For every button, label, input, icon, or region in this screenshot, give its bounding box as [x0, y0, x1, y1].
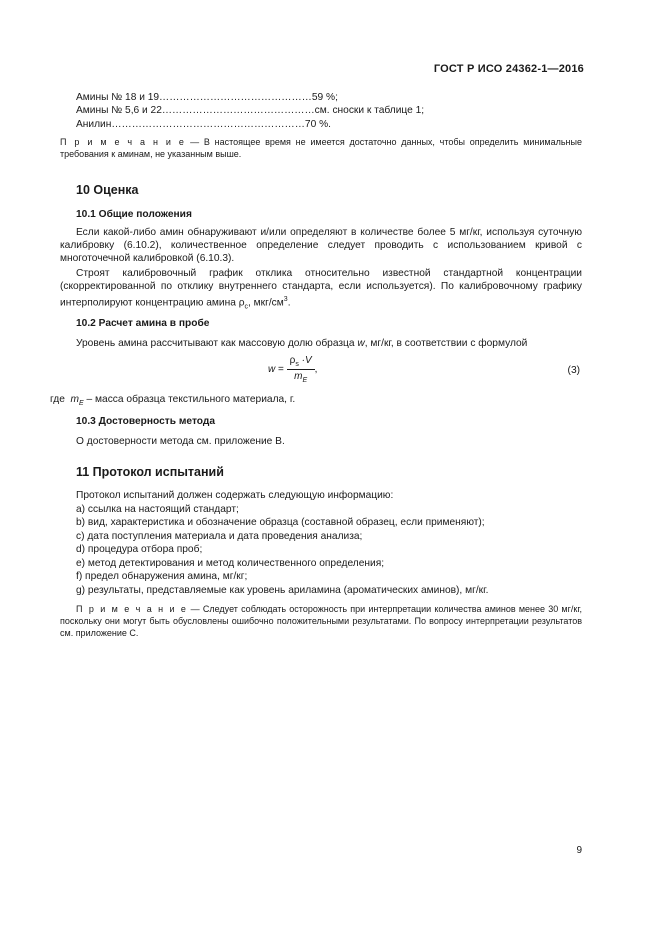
note-label: П р и м е ч а н и е [60, 137, 186, 147]
formula-3 [268, 355, 317, 384]
paragraph [60, 267, 582, 314]
list-item: а) ссылка на настоящий стандарт; [76, 504, 239, 515]
section-title: 11 Протокол испытаний [76, 465, 224, 479]
subsection-title: 10.2 Расчет амина в пробе [76, 318, 210, 329]
where-label: где [50, 394, 65, 405]
subscript: E [302, 377, 308, 384]
where-text: масса образца текстильного материала, г. [95, 394, 296, 405]
paragraph-text: Строят калибровочный график отклика относительно известной стандартной концентрации (скорректированной по отклику внутреннего стандарта, если используется). По калибровочному графику интерполируют концентрацию амина [60, 268, 582, 309]
paragraph-text: Уровень амина рассчитывают как массовую долю образца [76, 338, 358, 349]
formula-fraction [287, 355, 315, 384]
list-item: f) предел обнаружения амина, мг/кг; [76, 571, 248, 582]
formula-lhs: w [268, 364, 276, 375]
page-number: 9 [576, 845, 582, 856]
note-text: — В настоящее время не имеется достаточно данных, чтобы определить минимальные требования к аминам, не указанным выше. [60, 137, 583, 159]
superscript: 3 [283, 296, 288, 304]
subscript: c [244, 303, 249, 311]
subscript: E [79, 400, 84, 408]
subsection-title: 10.1 Общие положения [76, 209, 192, 220]
rho-symbol: ρ [238, 297, 245, 309]
amine-limit-line: Амины № 5,6 и 22………………………………………см. сноски к таблице 1; [76, 105, 425, 116]
formula-v: ·V [298, 355, 312, 366]
formula-comma: , [314, 364, 318, 375]
formula-number: (3) [567, 365, 580, 376]
section-title: 10 Оценка [76, 183, 139, 197]
formula-eq: = [275, 364, 287, 375]
list-item: b) вид, характеристика и обозначение образца (составной образец, если применяют); [76, 517, 485, 528]
document-header: ГОСТ Р ИСО 24362-1—2016 [433, 63, 584, 75]
where-clause [50, 393, 295, 410]
note-text: — Следует соблюдать осторожность при интерпретации количества аминов менее 30 мг/кг, поскольку они могут быть обусловлены ошибочно положительными результатами. По вопросу интерпретации результатов см. приложение С. [60, 604, 582, 638]
note-label: П р и м е ч а н и е [76, 604, 188, 614]
paragraph: Протокол испытаний должен содержать следующую информацию: [76, 490, 394, 501]
formula-denominator [287, 370, 315, 384]
amine-limit-line: Амины № 18 и 19………………………………………59 %; [76, 92, 338, 103]
formula-numerator [287, 355, 315, 370]
formula-m: m [294, 371, 303, 382]
variable-w: w [357, 338, 365, 349]
paragraph-text: . [287, 297, 291, 309]
paragraph [76, 337, 527, 350]
subscript: s [295, 361, 299, 368]
amine-limit-line: Анилин…………………………………………………70 %. [76, 119, 331, 130]
paragraph-text: , мг/кг, в соответствии с формулой [364, 338, 528, 349]
rho-symbol: ρ [289, 355, 296, 366]
list-item: c) дата поступления материала и дата проведения анализа; [76, 531, 363, 542]
note-minimum-requirements [60, 136, 582, 160]
paragraph: О достоверности метода см. приложение В. [76, 436, 285, 447]
paragraph: Если какой-либо амин обнаруживают и/или определяют в количестве более 5 мг/кг, используя суточную калибровку (6.10.2), количественное определение следует проводить с использованием кривой с многоточечной калибровкой (6.10.3). [60, 227, 582, 265]
list-item: e) метод детектирования и метод количественного определения; [76, 558, 385, 569]
list-item: g) результаты, представляемые как уровень ариламина (ароматических аминов), мг/кг. [76, 585, 489, 596]
paragraph-text: , мкг/см [248, 297, 284, 309]
list-item: d) процедура отбора проб; [76, 544, 203, 555]
note-interpretation [60, 603, 582, 639]
where-dash: – [83, 394, 96, 405]
subsection-title: 10.3 Достоверность метода [76, 416, 216, 427]
where-symbol: m [70, 394, 80, 405]
